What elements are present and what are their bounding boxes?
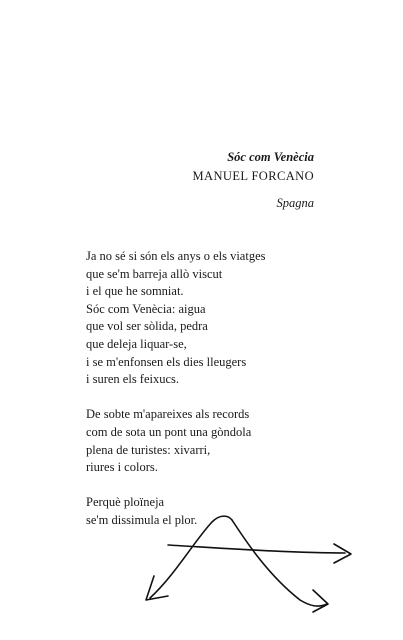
poem-line: que deleja liquar-se,: [86, 336, 187, 351]
poem-line: riures i colors.: [86, 460, 158, 475]
poem-line: i el que he somniat.: [86, 284, 184, 299]
poem-line: i suren els feixucs.: [86, 372, 180, 387]
poem-line: que se'm barreja allò viscut: [86, 266, 223, 281]
sketch-right-arrowhead: [313, 590, 328, 612]
poem-header: [193, 149, 314, 211]
poem-author: MANUEL FORCANO: [192, 169, 314, 183]
poem-line: se'm dissimula el plor.: [86, 512, 198, 527]
stanza-2: [86, 406, 266, 476]
poem-line: Sóc com Venècia: aigua: [86, 301, 206, 316]
poem-line: Perquè ploïneja: [86, 495, 165, 510]
poem-line: Ja no sé si són els anys o els viatges: [86, 249, 266, 263]
poem-line: i se m'enfonsen els dies lleugers: [86, 354, 247, 369]
sketch-horizontal-arrowhead: [334, 544, 351, 563]
sketch-left-arrowhead: [146, 576, 168, 600]
poem-body: [86, 248, 266, 547]
poem-line: De sobte m'apareixes als records: [86, 407, 250, 422]
stanza-3: [86, 494, 266, 529]
poem-line: que vol ser sòlida, pedra: [86, 319, 208, 334]
poem-line: plena de turistes: xivarri,: [86, 442, 211, 457]
poem-line: com de sota un pont una gòndola: [86, 424, 252, 439]
stanza-1: [86, 248, 266, 389]
poem-title: Sóc com Venècia: [227, 150, 314, 164]
poem-place: Spagna: [276, 196, 314, 210]
